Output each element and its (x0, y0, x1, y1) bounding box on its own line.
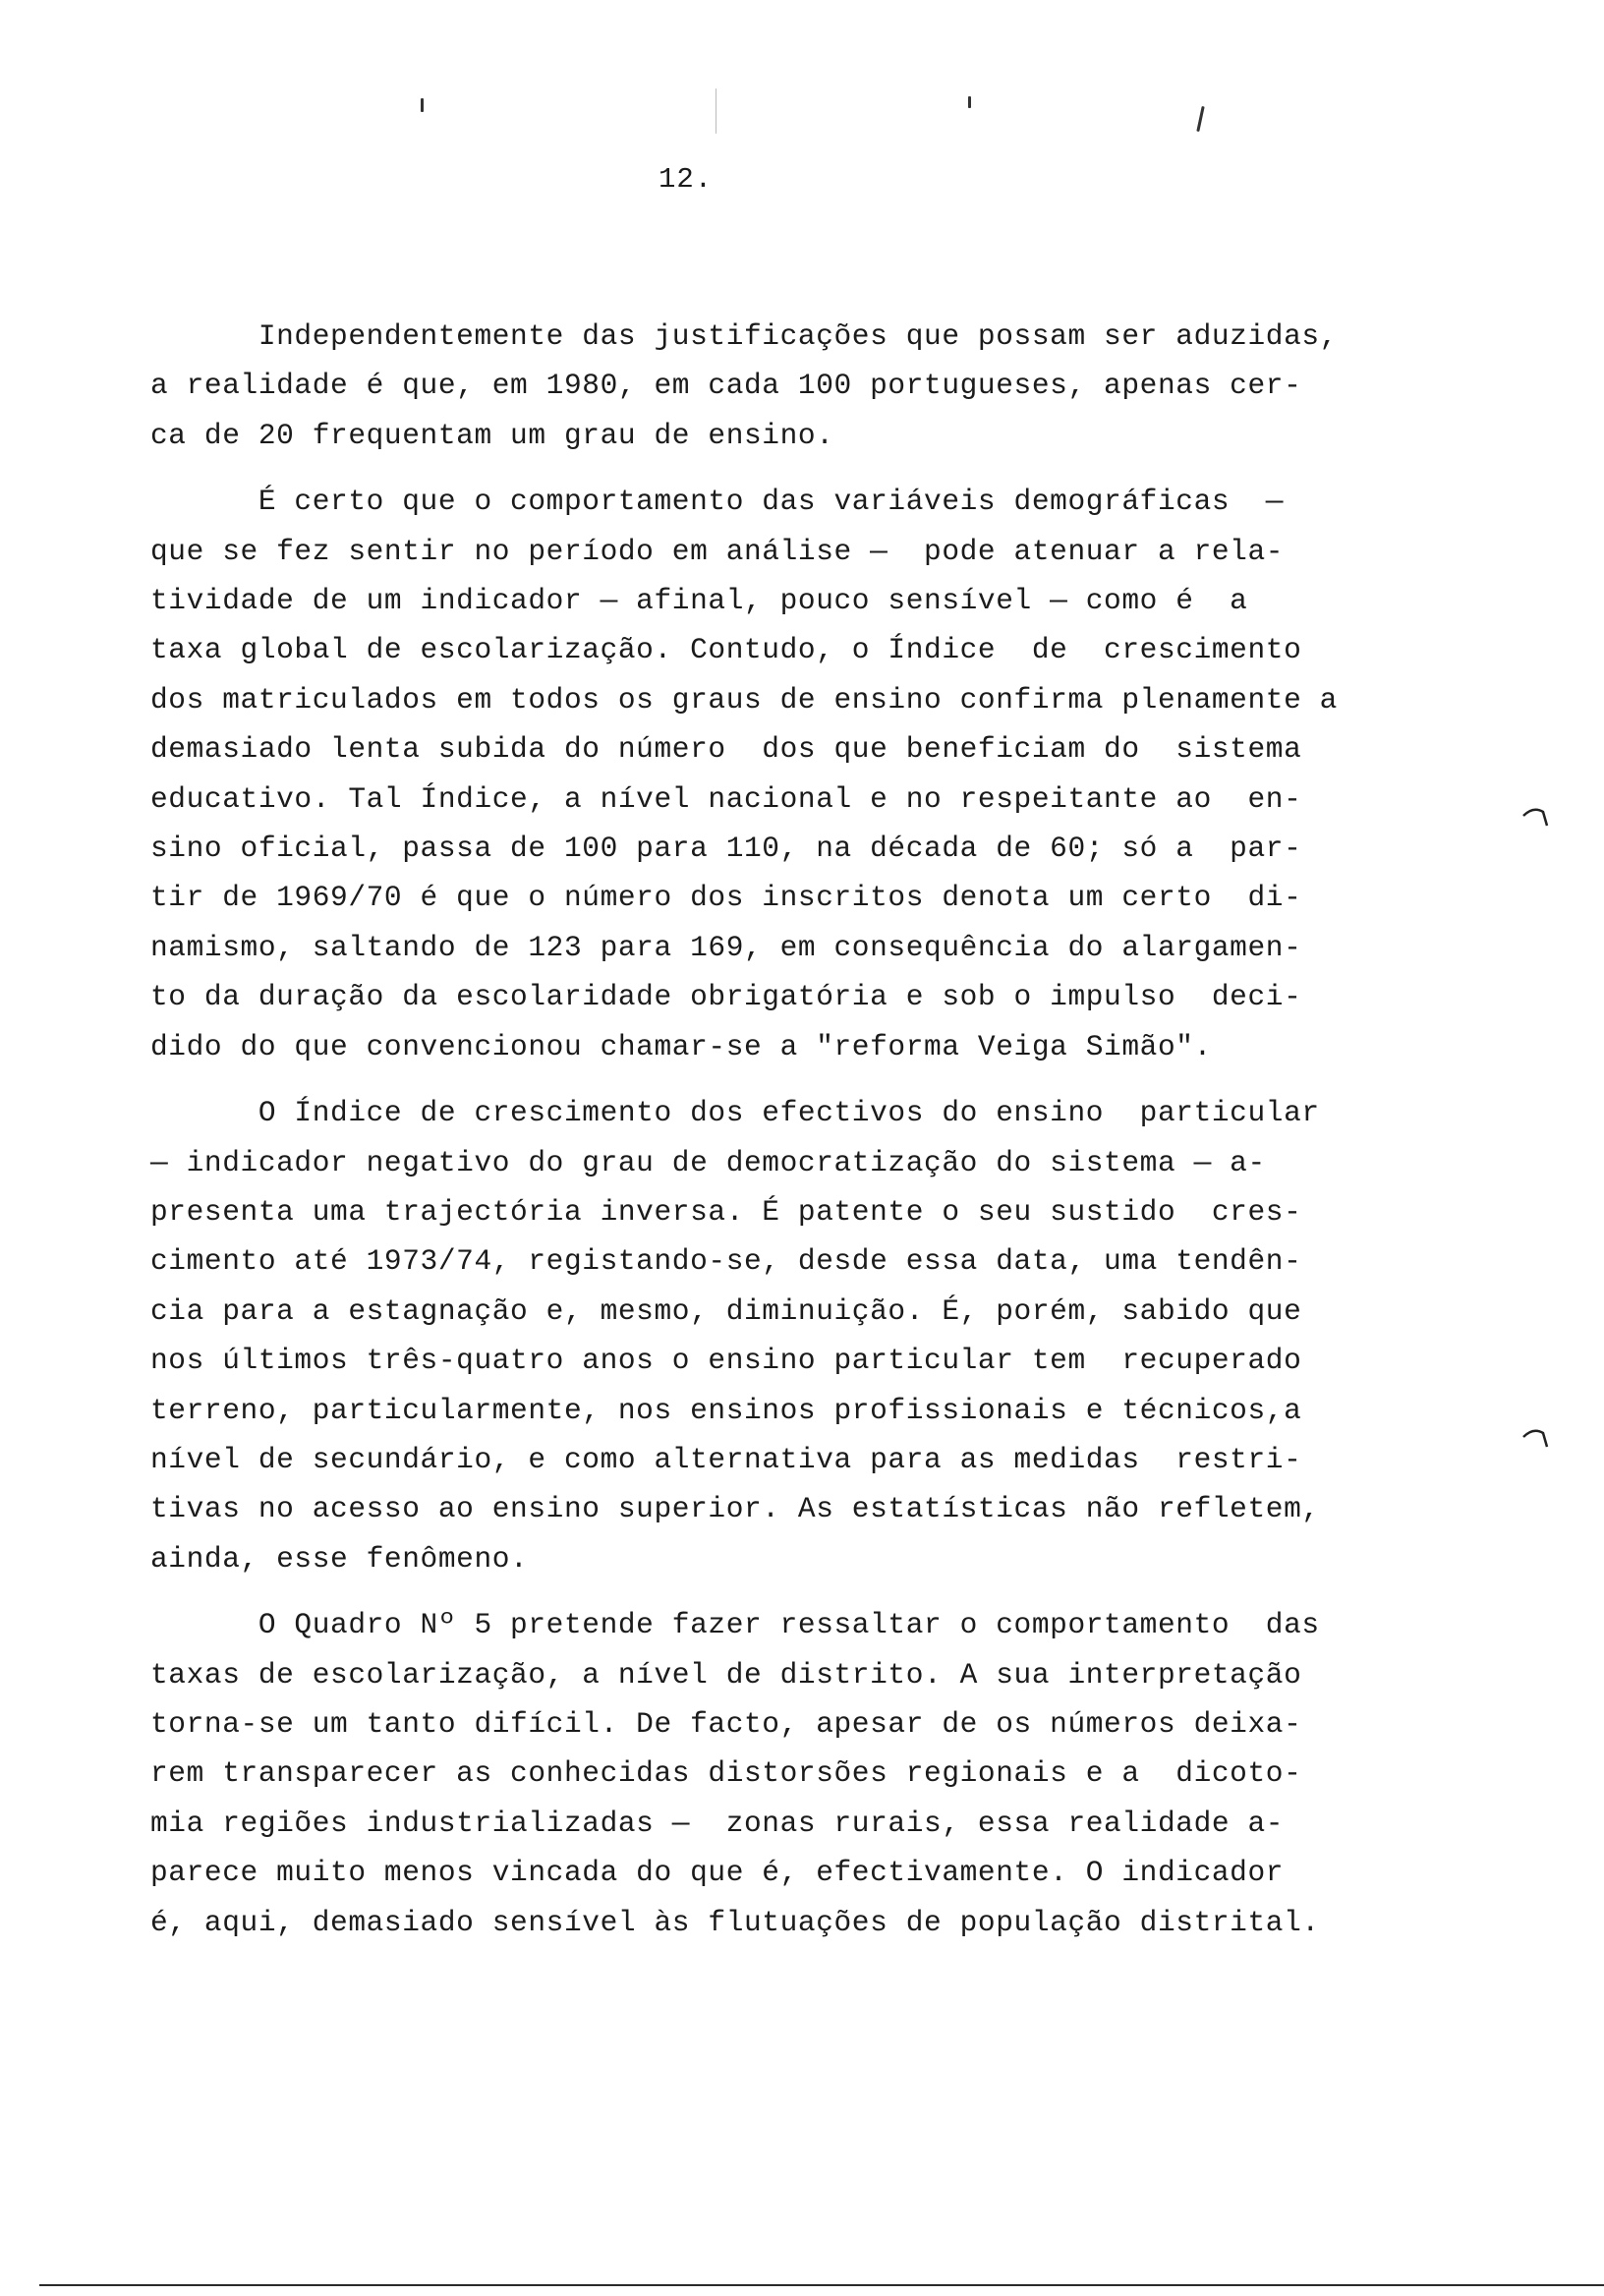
text-line: ainda, esse fenômeno. (150, 1541, 529, 1576)
scan-mark (1196, 106, 1204, 132)
scan-mark (968, 96, 971, 108)
paragraph (150, 1088, 1428, 1583)
text-line: O Quadro Nº 5 pretende fazer ressaltar o comportamento das (150, 1608, 1320, 1642)
text-line: educativo. Tal Índice, a nível nacional e no respeitante ao en- (150, 781, 1302, 816)
text-line: taxa global de escolarização. Contudo, o Índice de crescimento (150, 633, 1302, 667)
text-line: é, aqui, demasiado sensível às flutuações de população distrital. (150, 1905, 1320, 1939)
text-line: to da duração da escolaridade obrigatória e sob o impulso deci- (150, 980, 1302, 1014)
text-line: nos últimos três-quatro anos o ensino particular tem recuperado (150, 1344, 1302, 1378)
text-line: terreno, particularmente, nos ensinos profissionais e técnicos,a (150, 1393, 1302, 1427)
page-number: 12. (659, 163, 714, 196)
text-line: Independentemente das justificações que possam ser aduzidas, (150, 319, 1338, 353)
text-line: taxas de escolarização, a nível de distrito. A sua interpretação (150, 1657, 1302, 1692)
text-line: namismo, saltando de 123 para 169, em consequência do alargamen- (150, 930, 1302, 964)
paragraph (150, 1600, 1428, 1947)
margin-corner-mark (1521, 804, 1551, 833)
text-line: sino oficial, passa de 100 para 110, na década de 60; só a par- (150, 832, 1302, 866)
text-line: tividade de um indicador — afinal, pouco sensível — como é a (150, 584, 1248, 618)
text-line: rem transparecer as conhecidas distorsões regionais e a dicoto- (150, 1756, 1302, 1791)
body-text (150, 312, 1428, 1964)
text-line: cia para a estagnação e, mesmo, diminuição. É, porém, sabido que (150, 1293, 1302, 1328)
text-line: nível de secundário, e como alternativa para as medidas restri- (150, 1442, 1302, 1476)
text-line: O Índice de crescimento dos efectivos do ensino particular (150, 1096, 1320, 1130)
paragraph (150, 312, 1428, 460)
text-line: cimento até 1973/74, registando-se, desde essa data, uma tendên- (150, 1244, 1302, 1279)
text-line: ca de 20 frequentam um grau de ensino. (150, 418, 834, 452)
margin-corner-mark (1521, 1425, 1551, 1455)
text-line: presenta uma trajectória inversa. É patente o seu sustido cres- (150, 1194, 1302, 1229)
text-line: É certo que o comportamento das variáveis demográficas — (150, 485, 1285, 519)
text-line: dos matriculados em todos os graus de ensino confirma plenamente a (150, 682, 1338, 717)
bottom-rule (39, 2284, 1604, 2286)
text-line: que se fez sentir no período em análise — pode atenuar a rela- (150, 534, 1285, 568)
text-line: tivas no acesso ao ensino superior. As estatísticas não refletem, (150, 1492, 1320, 1526)
text-line: a realidade é que, em 1980, em cada 100 portugueses, apenas cer- (150, 369, 1302, 403)
text-line: mia regiões industrializadas — zonas rurais, essa realidade a- (150, 1806, 1285, 1840)
text-line: parece muito menos vincada do que é, efectivamente. O indicador (150, 1856, 1285, 1890)
scan-mark (421, 98, 424, 112)
text-line: tir de 1969/70 é que o número dos inscritos denota um certo di- (150, 881, 1302, 915)
paragraph (150, 477, 1428, 1071)
text-line: dido do que convencionou chamar-se a "reforma Veiga Simão". (150, 1029, 1212, 1063)
text-line: — indicador negativo do grau de democratização do sistema — a- (150, 1145, 1266, 1179)
text-line: torna-se um tanto difícil. De facto, apesar de os números deixa- (150, 1706, 1302, 1741)
text-line: demasiado lenta subida do número dos que beneficiam do sistema (150, 732, 1302, 767)
